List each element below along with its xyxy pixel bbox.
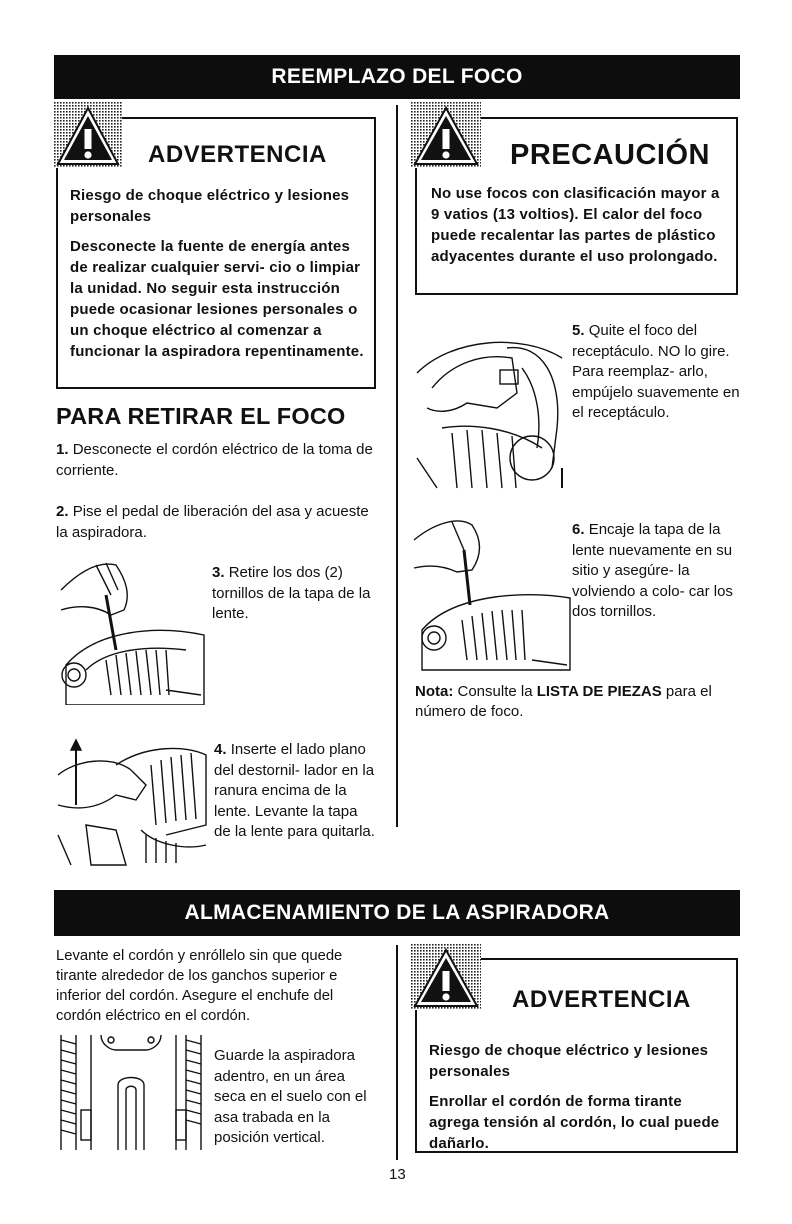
- illustration-upright-storage: [56, 1030, 206, 1155]
- column-divider: [396, 945, 398, 1160]
- step-text: Retire los dos (2) tornillos de la tapa de la lente.: [212, 564, 371, 622]
- step-6: [572, 520, 742, 623]
- warning-triangle-icon: [411, 102, 481, 168]
- step-text: Desconecte el cordón eléctrico de la toma de corriente.: [56, 441, 373, 479]
- warning-instruction-text: Enrollar el cordón de forma tirante agrega tensión al cordón, lo cual puede dañarlo.: [429, 1093, 720, 1152]
- caution-text: No use focos con clasificación mayor a 9 vatios (13 voltios). El calor del foco puede recalentar las partes de plástico adyacentes durante el uso prolongado.: [431, 185, 720, 265]
- step-1: [56, 440, 376, 481]
- step-text: Quite el foco del receptáculo. NO lo gire. Para reemplaz- arlo, empújelo suavemente en el receptáculo.: [572, 322, 740, 421]
- step-number: 6.: [572, 521, 585, 538]
- warning-risk-text: Riesgo de choque eléctrico y lesiones personales: [429, 1042, 709, 1080]
- section-banner-storage: [54, 890, 740, 936]
- page-number: 13: [389, 1166, 406, 1183]
- step-number: 4.: [214, 741, 227, 758]
- warning-body: [70, 185, 366, 371]
- note: [415, 682, 740, 722]
- caution-body: [431, 183, 731, 276]
- storage-intro: Levante el cordón y enróllelo sin que quede tirante alrededor de los ganchos superior e inferior del cordón. Asegure el enchufe del cordón eléctrico en el cordón.: [56, 948, 343, 1024]
- illustration-lift-lens-cover: [56, 735, 208, 867]
- section-heading-remove-bulb: PARA RETIRAR EL FOCO: [56, 403, 346, 429]
- step-5: [572, 321, 740, 424]
- step-3: [212, 563, 378, 625]
- section-banner-bulb-replacement: [54, 55, 740, 99]
- note-text-after: para el número de foco.: [415, 683, 712, 720]
- step-number: 2.: [56, 503, 69, 520]
- note-text-before: Consulte la: [457, 683, 533, 700]
- warning-triangle-icon: [411, 944, 481, 1010]
- step-4: [214, 740, 378, 843]
- note-emphasis: LISTA DE PIEZAS: [536, 683, 662, 700]
- illustration-replace-bulb: [412, 318, 567, 493]
- storage-instructions: Guarde la aspiradora adentro, en un área seca en el suelo con el asa trabada en la posición vertical.: [214, 1047, 367, 1146]
- step-text: Inserte el lado plano del destornil- lador en la ranura encima de la lente. Levante la tapa de la lente para quitarla.: [214, 741, 375, 840]
- warning-body: [429, 1040, 734, 1163]
- step-number: 3.: [212, 564, 225, 581]
- caution-title: PRECAUCIÓN: [510, 139, 710, 171]
- warning-title: ADVERTENCIA: [512, 986, 691, 1013]
- illustration-remove-screws: [56, 555, 206, 705]
- banner-title: ALMACENAMIENTO DE LA ASPIRADORA: [184, 901, 610, 924]
- column-divider: [396, 105, 398, 827]
- step-2: [56, 502, 376, 543]
- illustration-reinstall-lens: [412, 510, 572, 675]
- note-label: Nota:: [415, 683, 454, 700]
- warning-title: ADVERTENCIA: [148, 141, 327, 168]
- step-number: 5.: [572, 322, 585, 339]
- step-text: Pise el pedal de liberación del asa y acueste la aspiradora.: [56, 503, 369, 541]
- warning-triangle-icon: [54, 102, 122, 168]
- warning-risk-text: Riesgo de choque eléctrico y lesiones personales: [70, 187, 350, 225]
- warning-instruction-text: Desconecte la fuente de energía antes de realizar cualquier servi- cio o limpiar la unidad. No seguir esta instrucción puede ocasionar lesiones personales o un choque eléctrico al comenzar a funcionar la aspiradora repentinamente.: [70, 238, 364, 360]
- banner-title: REEMPLAZO DEL FOCO: [271, 65, 523, 88]
- step-number: 1.: [56, 441, 69, 458]
- step-text: Encaje la tapa de la lente nuevamente en su sitio y asegúre- la volviendo a colo- car los dos tornillos.: [572, 521, 733, 620]
